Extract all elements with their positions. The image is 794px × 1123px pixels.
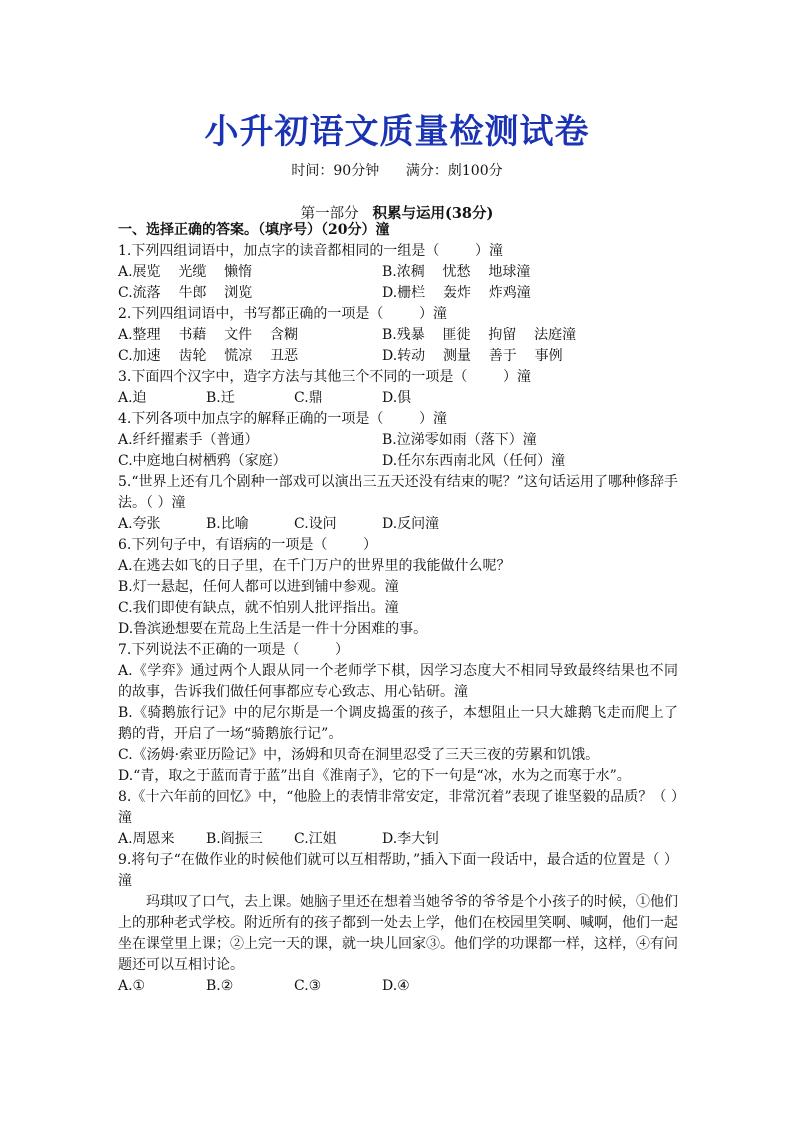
question-4-option-a: A.纤纤擢素手（普通） (118, 432, 259, 448)
question-6-option-b: B.灯一悬起，任何人都可以进到铺中参观。潼 (118, 579, 399, 595)
question-1-option-a: A.展览 光缆 懒惰 (118, 264, 253, 280)
question-8-option-a: A.周恩来 (118, 831, 175, 847)
question-2-option-c: C.加速 齿轮 慌凉 丑恶 (118, 348, 299, 364)
question-7-option-a: A.《学弈》通过两个人跟从同一个老师学下棋，因学习态度大不相同导致最终结果也不同的故事，告诉我们做任何事都应专心致志、用心钻研。潼 (118, 663, 678, 700)
question-2-stem: 2.下列四组词语中，书写都正确的一项是（ ）潼 (118, 306, 447, 322)
question-1-options-row-1 (118, 262, 678, 283)
question-6-stem: 6.下列句子中，有语病的一项是（ ） (118, 537, 377, 553)
question-9-option-c: C.③ (294, 978, 322, 994)
question-6-option-d: D.鲁滨逊想要在荒岛上生活是一件十分困难的事。 (118, 621, 428, 637)
section-heading: 一、选择正确的答案。（填序号）（20分）潼 (118, 222, 390, 238)
question-3-option-d: D.俱 (382, 390, 412, 406)
question-2-option-b: B.残暴 匪徙 拘留 法庭潼 (382, 327, 577, 343)
page-title: 小升初语文质量检测试卷 (204, 112, 590, 152)
question-4-option-d: D.任尔东西南北风（任何）潼 (382, 453, 566, 469)
question-1-option-d: D.栅栏 轰炸 炸鸡潼 (382, 285, 531, 301)
question-7-option-d: D.“青，取之于蓝而青于蓝”出自《淮南子》，它的下一句是“冰，水为之而寒于水”。 (118, 768, 631, 784)
question-8-option-b: B.阎振三 (206, 831, 263, 847)
question-1-option-b: B.浓稠 忧愁 地球潼 (382, 264, 531, 280)
question-9-option-a: A.① (118, 978, 146, 994)
question-1-stem: 1.下列四组词语中，加点字的读音都相同的一组是（ ）潼 (118, 243, 503, 259)
question-5-option-b: B.比喻 (206, 516, 249, 532)
question-8-option-d: D.李大钊 (382, 831, 440, 847)
part-title: 积累与运用(38分) (372, 205, 494, 222)
question-7-option-b: B.《骑鹅旅行记》中的尼尔斯是一个调皮捣蛋的孩子，本想阻止一只大雄鹅飞走而爬上了鹅的背，开启了一场“骑鹅旅行记”。 (118, 705, 678, 742)
question-5-option-d: D.反问潼 (382, 516, 440, 532)
question-3-options (118, 388, 678, 409)
part-label: 第一部分 (300, 206, 359, 222)
question-4-option-c: C.中庭地白树栖鸦（家庭） (118, 453, 287, 469)
question-9-options (118, 976, 678, 997)
question-5-option-c: C.设问 (294, 516, 337, 532)
question-2-option-d: D.转动 测量 善于 事例 (382, 348, 563, 364)
question-2-option-a: A.整理 书藉 文件 含糊 (118, 327, 298, 343)
question-6-option-c: C.我们即使有缺点，就不怕别人批评指出。潼 (118, 600, 399, 616)
question-3-option-b: B.迁 (206, 390, 235, 406)
question-9-stem: 9.将句子“在做作业的时候他们就可以互相帮助，”插入下面一段话中，最合适的位置是（ ）潼 (118, 852, 678, 889)
question-5-options (118, 514, 678, 535)
question-6-option-a: A.在逃去如飞的日子里，在千门万户的世界里的我能做什么呢？ (118, 558, 511, 574)
question-1-options-row-2 (118, 283, 678, 304)
question-9-option-d: D.④ (382, 978, 410, 994)
question-3-stem: 3.下面四个汉字中，造字方法与其他三个不同的一项是（ ）潼 (118, 369, 531, 385)
question-8-option-c: C.江姐 (294, 831, 337, 847)
question-7-option-c: C.《汤姆·索亚历险记》中，汤姆和贝奇在洞里忍受了三天三夜的劳累和饥饿。 (118, 747, 600, 763)
question-3-option-c: C.鼎 (294, 390, 323, 406)
question-8-stem: 8.《十六年前的回忆》中，“他脸上的表情非常安定，非常沉着”表现了谁坚毅的品质？（ ）潼 (118, 789, 678, 826)
question-4-options-row-2 (118, 451, 678, 472)
question-5-stem: 5.“世界上还有几个剧种一部戏可以演出三五天还没有结束的呢？”这句话运用了哪种修辞手法。（ ）潼 (118, 474, 678, 511)
exam-meta: 时间：90分钟 满分：㓟100分 (291, 163, 503, 179)
question-7-stem: 7.下列说法不正确的一项是（ ） (118, 642, 349, 658)
question-3-option-a: A.迫 (118, 390, 147, 406)
question-4-stem: 4.下列各项中加点字的解释正确的一项是（ ）潼 (118, 411, 447, 427)
question-4-option-b: B.泣涕零如雨（落下）潼 (382, 432, 537, 448)
question-8-options (118, 829, 678, 850)
question-9-option-b: B.② (206, 978, 234, 994)
question-2-options-row-2 (118, 346, 678, 367)
question-content (118, 220, 678, 997)
question-5-option-a: A.夸张 (118, 516, 161, 532)
question-4-options-row-1 (118, 430, 678, 451)
question-1-option-c: C.流落 牛郎 浏览 (118, 285, 253, 301)
question-9-passage: 玛琪叹了口气，去上课。她脑子里还在想着当她爷爷的爷爷是个小孩子的时候，①他们上的那种老式学校。附近所有的孩子都到一处去上学，他们在校园里笑啊、喊啊，他们一起坐在课堂里上课；②上完一天的课，就一块儿回家③。他们学的功课都一样，这样，④有问题还可以互相讨论。 (118, 894, 678, 973)
question-2-options-row-1 (118, 325, 678, 346)
